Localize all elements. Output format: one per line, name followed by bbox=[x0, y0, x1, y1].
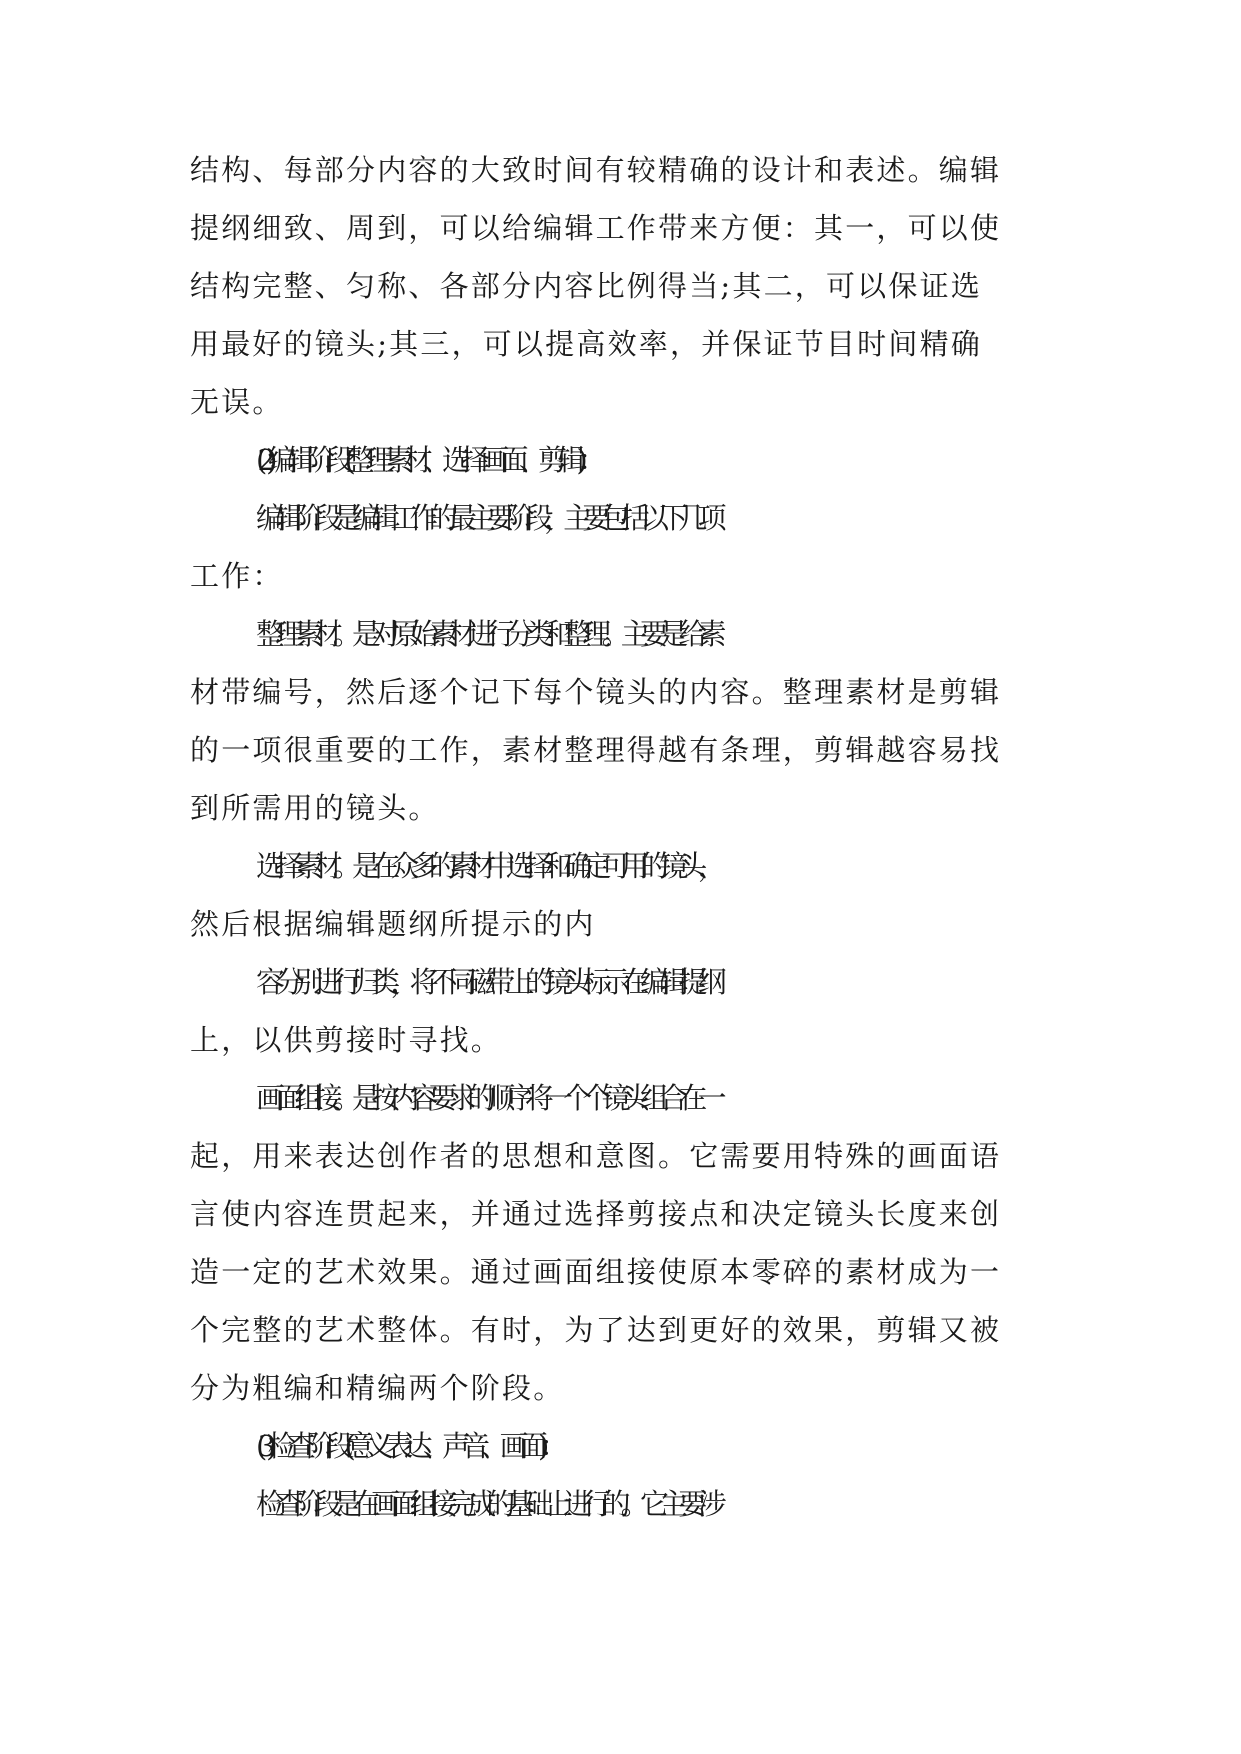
text-line-14: 然后根据编辑题纲所提示的内 bbox=[190, 907, 596, 941]
text-line-17: 画面组接。是按内容要求的顺序将一个个镜头组合在一 bbox=[256, 1081, 717, 1115]
section-heading-editing: (2)编辑阶段(整理素材、选择画面、剪辑)： bbox=[256, 443, 598, 477]
text-line-16: 上，以供剪接时寻找。 bbox=[190, 1023, 503, 1057]
text-line-3: 结构完整、匀称、各部分内容比例得当;其二，可以保证选 bbox=[190, 269, 982, 303]
text-line-22: 分为粗编和精编两个阶段。 bbox=[190, 1371, 565, 1405]
text-line-1: 结构、每部分内容的大致时间有较精确的设计和表述。编辑 bbox=[190, 153, 1002, 187]
text-line-7: 编辑阶段是编辑工作的最主要阶段，主要包括以下几项 bbox=[256, 501, 717, 535]
text-line-10: 材带编号，然后逐个记下每个镜头的内容。整理素材是剪辑 bbox=[190, 675, 1002, 709]
text-line-24: 检查阶段是在画面组接完成的基础上进行的。它主要涉 bbox=[256, 1487, 717, 1521]
text-line-8: 工作： bbox=[190, 559, 284, 593]
text-line-19: 言使内容连贯起来，并通过选择剪接点和决定镜头长度来创 bbox=[190, 1197, 1002, 1231]
text-line-12: 到所需用的镜头。 bbox=[190, 791, 440, 825]
text-line-13: 选择素材。是在众多的素材中选择和确定可用的镜头， bbox=[256, 849, 717, 883]
text-line-11: 的一项很重要的工作，素材整理得越有条理，剪辑越容易找 bbox=[190, 733, 1002, 767]
text-line-18: 起，用来表达创作者的思想和意图。它需要用特殊的画面语 bbox=[190, 1139, 1002, 1173]
text-line-4: 用最好的镜头;其三，可以提高效率，并保证节目时间精确 bbox=[190, 327, 982, 361]
text-line-20: 造一定的艺术效果。通过画面组接使原本零碎的素材成为一 bbox=[190, 1255, 1002, 1289]
text-line-5: 无误。 bbox=[190, 385, 284, 419]
text-line-15: 容分别进行归类，将不同磁带上的镜头标示在编辑提纲 bbox=[256, 965, 717, 999]
section-heading-check: (3)检查阶段(意义表达、声音、画面)： bbox=[256, 1429, 559, 1463]
text-line-21: 个完整的艺术整体。有时，为了达到更好的效果，剪辑又被 bbox=[190, 1313, 1002, 1347]
text-line-9: 整理素材。是对原始素材进行分类和整理。主要是给素 bbox=[256, 617, 717, 651]
text-line-2: 提纲细致、周到，可以给编辑工作带来方便：其一，可以使 bbox=[190, 211, 1002, 245]
